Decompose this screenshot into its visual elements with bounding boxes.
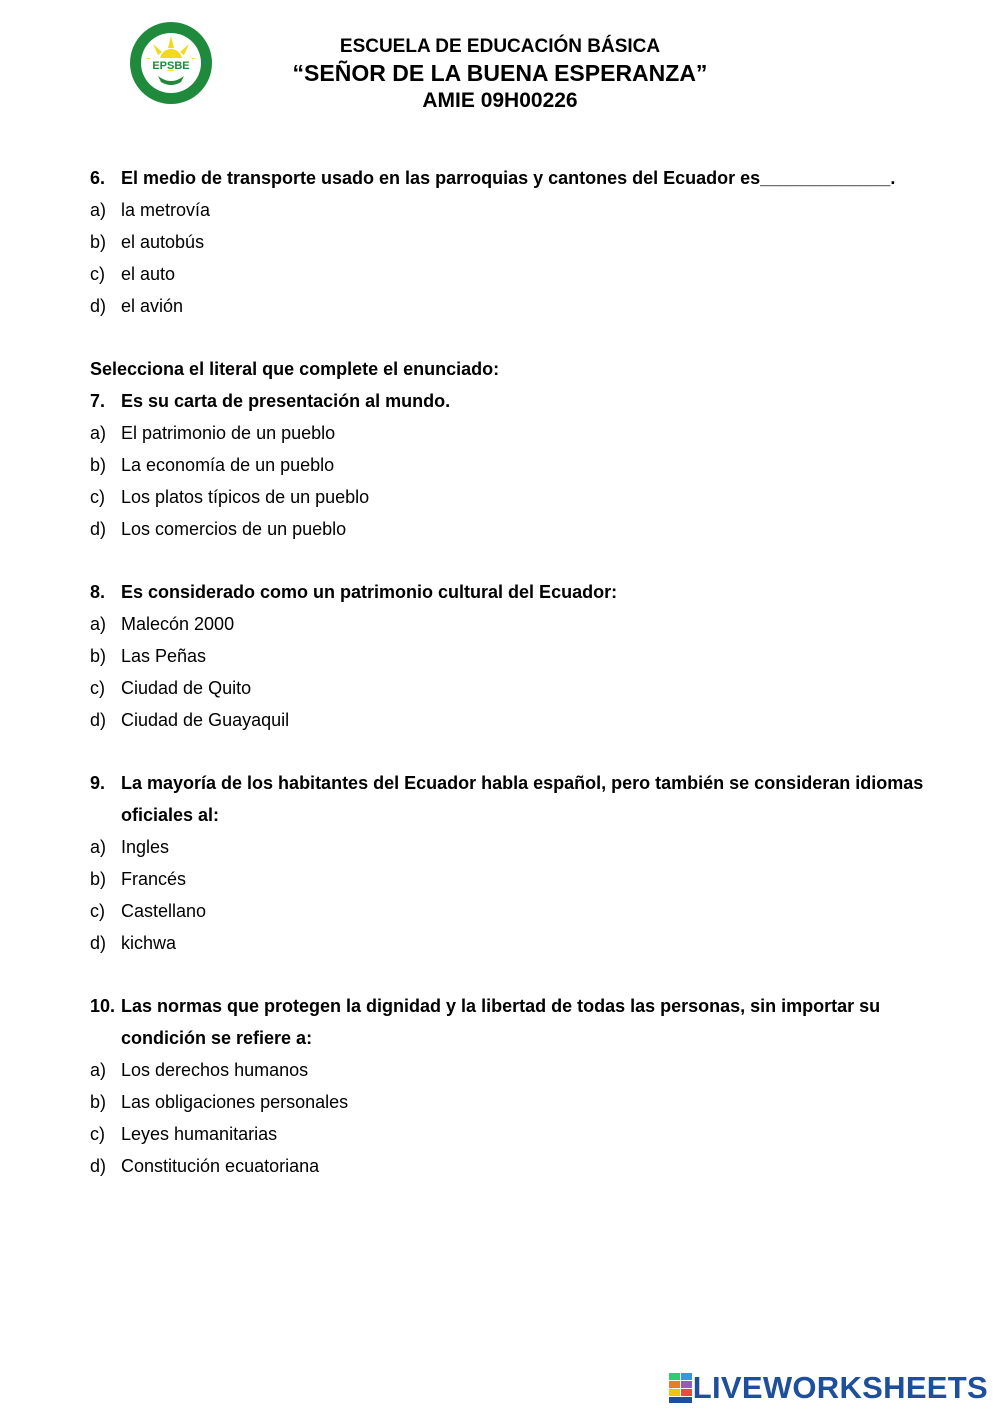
- question-6: [90, 162, 930, 194]
- question-10: [90, 990, 930, 1054]
- option-letter: c): [90, 264, 105, 284]
- option[interactable]: [90, 640, 930, 672]
- option[interactable]: [90, 481, 930, 513]
- option[interactable]: [90, 226, 930, 258]
- option[interactable]: [90, 1086, 930, 1118]
- option-text: Ciudad de Guayaquil: [121, 710, 290, 730]
- option-text: el avión: [121, 296, 184, 316]
- option[interactable]: [90, 290, 930, 322]
- option-letter: c): [90, 1124, 105, 1144]
- school-amie: AMIE 09H00226: [422, 89, 578, 112]
- option[interactable]: [90, 672, 930, 704]
- school-name: “SEÑOR DE LA BUENA ESPERANZA”: [292, 60, 708, 86]
- option-letter: b): [90, 646, 107, 666]
- liveworksheets-text: LIVEWORKSHEETS: [692, 1370, 988, 1405]
- option-text: Los derechos humanos: [121, 1060, 309, 1080]
- option-letter: c): [90, 487, 105, 507]
- option[interactable]: [90, 258, 930, 290]
- option-letter: b): [90, 232, 107, 252]
- liveworksheets-logo-icon: [669, 1373, 693, 1403]
- instruction-text: Selecciona el literal que complete el enunciado:: [90, 359, 500, 379]
- option-letter: a): [90, 423, 107, 443]
- option[interactable]: [90, 1150, 930, 1182]
- option-text: Las Peñas: [121, 646, 207, 666]
- option-text: El patrimonio de un pueblo: [121, 423, 336, 443]
- option-letter: b): [90, 455, 107, 475]
- option-text: Castellano: [121, 901, 207, 921]
- option[interactable]: [90, 895, 930, 927]
- question-9: [90, 767, 930, 831]
- option-letter: d): [90, 296, 107, 316]
- option-letter: d): [90, 1156, 107, 1176]
- school-header: [0, 34, 1000, 114]
- logo-text: EPSBE: [152, 60, 190, 72]
- option-letter: c): [90, 678, 105, 698]
- option[interactable]: [90, 194, 930, 226]
- question-8: [90, 576, 930, 608]
- option[interactable]: [90, 704, 930, 736]
- question-text: La mayoría de los habitantes del Ecuador habla español, pero también se consideran idiomas oficiales al:: [121, 773, 924, 825]
- question-text: Las normas que protegen la dignidad y la libertad de todas las personas, sin importar su condición se refiere a:: [121, 996, 881, 1048]
- option-text: Francés: [121, 869, 187, 889]
- option-letter: a): [90, 614, 107, 634]
- option-text: Los platos típicos de un pueblo: [121, 487, 370, 507]
- liveworksheets-brand: [669, 1370, 988, 1406]
- option-text: kichwa: [121, 933, 177, 953]
- option-text: el autobús: [121, 232, 205, 252]
- option[interactable]: [90, 449, 930, 481]
- question-number: 8.: [90, 582, 106, 602]
- option-letter: a): [90, 837, 107, 857]
- option[interactable]: [90, 1054, 930, 1086]
- option-text: el auto: [121, 264, 176, 284]
- option[interactable]: [90, 608, 930, 640]
- option[interactable]: [90, 417, 930, 449]
- question-text: El medio de transporte usado en las parroquias y cantones del Ecuador es_____________.: [121, 168, 896, 188]
- option-text: Los comercios de un pueblo: [121, 519, 347, 539]
- option-letter: b): [90, 869, 107, 889]
- option-text: Ciudad de Quito: [121, 678, 252, 698]
- option-text: La economía de un pueblo: [121, 455, 335, 475]
- option-letter: a): [90, 1060, 107, 1080]
- option-text: la metrovía: [121, 200, 211, 220]
- option[interactable]: [90, 927, 930, 959]
- option[interactable]: [90, 513, 930, 545]
- option-text: Ingles: [121, 837, 170, 857]
- school-type: ESCUELA DE EDUCACIÓN BÁSICA: [339, 36, 661, 57]
- option-letter: d): [90, 933, 107, 953]
- option-text: Las obligaciones personales: [121, 1092, 349, 1112]
- question-7: [90, 385, 930, 417]
- question-text: Es su carta de presentación al mundo.: [121, 391, 451, 411]
- question-text: Es considerado como un patrimonio cultural del Ecuador:: [121, 582, 618, 602]
- question-number: 7.: [90, 391, 106, 411]
- option-text: Leyes humanitarias: [121, 1124, 278, 1144]
- option-letter: b): [90, 1092, 107, 1112]
- option-letter: d): [90, 710, 107, 730]
- question-number: 10.: [90, 996, 116, 1016]
- option-letter: c): [90, 901, 105, 921]
- option-text: Malecón 2000: [121, 614, 235, 634]
- worksheet-content: [90, 162, 930, 1182]
- option-letter: a): [90, 200, 107, 220]
- question-number: 9.: [90, 773, 106, 793]
- option[interactable]: [90, 863, 930, 895]
- option-text: Constitución ecuatoriana: [121, 1156, 320, 1176]
- option[interactable]: [90, 831, 930, 863]
- option-letter: d): [90, 519, 107, 539]
- question-number: 6.: [90, 168, 106, 188]
- option[interactable]: [90, 1118, 930, 1150]
